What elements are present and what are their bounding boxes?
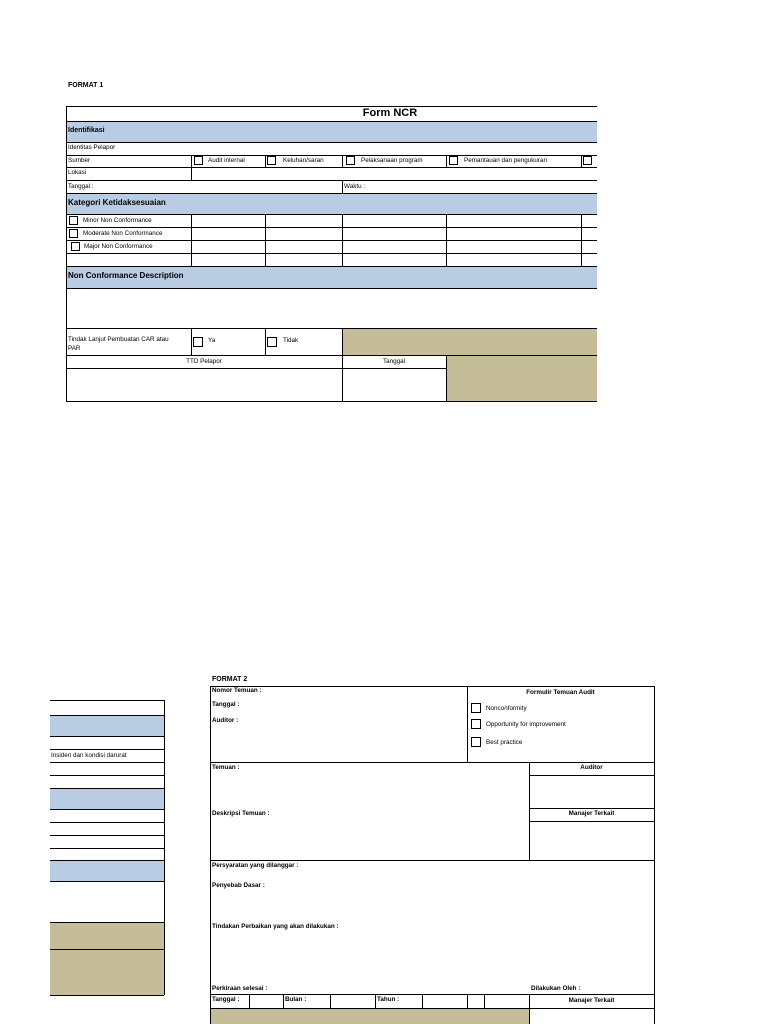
- nomor-temuan-label: Nomor Temuan :: [212, 687, 262, 694]
- tanggal-label-2: Tanggal :: [212, 701, 240, 708]
- temuan-label: Temuan :: [212, 764, 240, 771]
- overflow-tan-2: [50, 950, 164, 995]
- tindak-lanjut-label-1: Tindak Lanjut Pembuatan CAR atau: [68, 336, 169, 343]
- auditor-label: Auditor :: [212, 717, 239, 724]
- tidak-label: Tidak: [283, 337, 299, 344]
- overflow-tan-1: [50, 923, 164, 949]
- overflow-blue-2: [50, 789, 164, 809]
- bulan-label: Bulan :: [285, 996, 307, 1003]
- ofi-label: Opportunity for improvement: [486, 721, 566, 728]
- format2-label: FORMAT 2: [212, 676, 248, 683]
- tanggal-field-label: Tanggal :: [212, 996, 240, 1003]
- major-label: Major Non Conformance: [84, 243, 153, 250]
- manajer-terkait-header: Manajer Terkait: [568, 810, 615, 817]
- nonconformity-checkbox[interactable]: [471, 703, 481, 713]
- waktu-label: Waktu :: [344, 183, 366, 190]
- lokasi-label: Lokasi: [68, 169, 87, 176]
- auditor-header: Auditor: [580, 764, 603, 771]
- deskripsi-label: Deskripsi Temuan :: [212, 810, 270, 817]
- keluhan-saran-checkbox[interactable]: [267, 156, 276, 165]
- dilakukan-oleh-label: Dilakukan Oleh :: [531, 985, 581, 992]
- best-practice-checkbox[interactable]: [471, 737, 481, 747]
- form-title: Form NCR: [362, 107, 418, 119]
- audit-internal-checkbox[interactable]: [194, 156, 203, 165]
- tindak-lanjut-label-2: PAR: [68, 345, 81, 352]
- audit-internal-label: Audit internal: [208, 157, 245, 164]
- approval-area-top: [343, 329, 597, 355]
- identifikasi-label: Identifikasi: [68, 127, 105, 134]
- formulir-title: Formulir Temuan Audit: [526, 689, 595, 696]
- ncd-label: Non Conformance Description: [68, 271, 184, 280]
- pelaksanaan-program-checkbox[interactable]: [346, 156, 355, 165]
- identifikasi-header: [67, 122, 597, 142]
- tanggal-header: Tanggal: [382, 358, 406, 365]
- overflow-blue-1: [50, 716, 164, 736]
- nonconformity-label: Nonconformity: [486, 705, 527, 712]
- minor-checkbox[interactable]: [69, 216, 78, 225]
- tindakan-label: Tindakan Perbaikan yang akan dilakukan :: [212, 923, 339, 930]
- sumber-label: Sumber: [68, 157, 91, 164]
- minor-label: Minor Non Conformance: [83, 217, 152, 224]
- insiden-label: Insiden dan kondisi darurat: [51, 752, 127, 759]
- kategori-label: Kategori Ketidaksesuaian: [68, 198, 166, 207]
- pemantauan-checkbox[interactable]: [449, 156, 458, 165]
- penyebab-label: Penyebab Dasar :: [212, 882, 265, 889]
- identitas-pelapor-label: Identitas Pelapor: [68, 144, 116, 151]
- perkiraan-label: Perkiraan selesai :: [212, 985, 268, 992]
- tahun-label: Tahun :: [377, 996, 400, 1003]
- ofi-checkbox[interactable]: [471, 719, 481, 729]
- overflow-blue-3: [50, 861, 164, 881]
- moderate-checkbox[interactable]: [69, 229, 78, 238]
- ttd-pelapor-label: TTD Pelapor: [186, 358, 222, 365]
- ya-label: Ya: [208, 337, 216, 344]
- signature-area: [211, 1009, 529, 1024]
- pemantauan-label: Pemantauan dan pengukuran: [464, 157, 547, 164]
- major-checkbox[interactable]: [71, 242, 80, 251]
- keluhan-saran-label: Keluhan/saran: [283, 157, 324, 164]
- moderate-label: Moderate Non Conformance: [83, 230, 163, 237]
- tidak-checkbox[interactable]: [267, 337, 277, 347]
- persyaratan-label: Persyaratan yang dilanggar :: [212, 862, 299, 869]
- format1-label: FORMAT 1: [68, 82, 104, 89]
- best-practice-label: Best practice: [486, 739, 523, 746]
- pelaksanaan-program-label: Pelaksanaan program: [361, 157, 423, 164]
- extra-source-checkbox[interactable]: [583, 156, 592, 165]
- tanggal-label: Tanggal :: [68, 183, 94, 190]
- ya-checkbox[interactable]: [193, 337, 203, 347]
- approval-area-bottom: [447, 356, 597, 401]
- manajer-terkait-footer: Manajer Terkait: [568, 997, 615, 1004]
